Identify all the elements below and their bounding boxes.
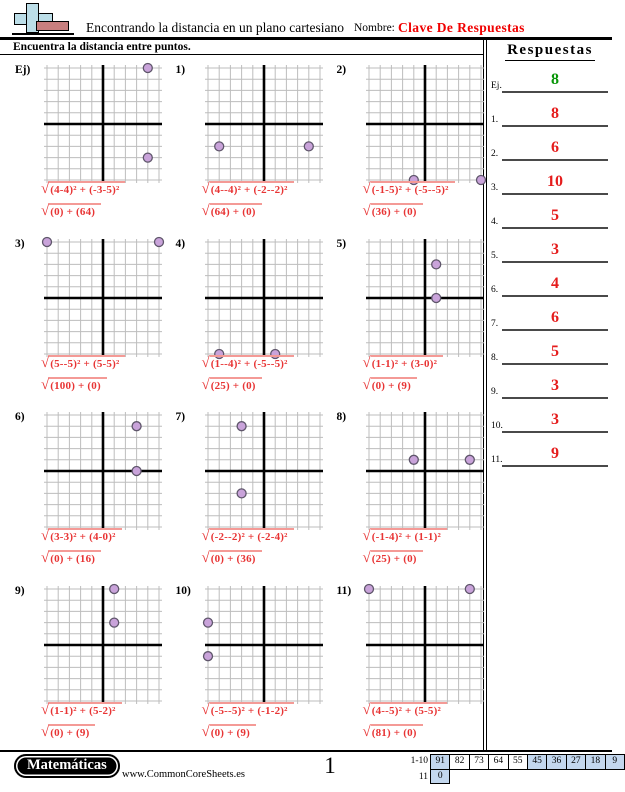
score-cell: 55: [508, 754, 528, 770]
answer-value: 8: [551, 71, 559, 88]
answers-separator: [483, 37, 487, 750]
radical-sign-icon: √: [201, 354, 210, 371]
problem-cell: [0, 237, 161, 411]
answer-value: 8: [551, 105, 559, 122]
answer-row: [488, 101, 612, 131]
graph-container: [205, 65, 323, 183]
answer-number-label: 8.: [491, 353, 499, 363]
distance-formula-step1: √(1--4)² + (-5--5)²: [202, 355, 294, 375]
answers-title: Respuestas: [505, 42, 595, 61]
score-cell: 45: [527, 754, 547, 770]
graph-container: [205, 239, 323, 357]
coordinate-grid: [44, 586, 162, 704]
graph-container: [366, 65, 484, 183]
radical-sign-icon: √: [41, 701, 50, 718]
radical-sign-icon: √: [201, 723, 210, 740]
radical-sign-icon: √: [41, 528, 50, 544]
instruction-divider: [0, 54, 484, 55]
graph-container: [205, 586, 323, 704]
plotted-point: [132, 467, 141, 476]
answer-number-label: 10.: [491, 421, 503, 431]
radical-sign-icon: √: [362, 181, 371, 197]
radical-sign-icon: √: [201, 376, 210, 393]
score-cell: 36: [546, 754, 566, 770]
problem-label: Ej): [15, 64, 31, 76]
answer-blank-line: [502, 397, 608, 399]
coordinate-grid: [44, 65, 162, 183]
answer-value: 5: [551, 343, 559, 360]
distance-formula-step2: √(0) + (36): [202, 550, 262, 570]
problem-cell: [0, 63, 161, 237]
problem-label: 6): [15, 411, 25, 423]
answer-number-label: 1.: [491, 115, 499, 125]
plotted-point: [214, 142, 223, 151]
student-name-value: Clave De Respuestas: [398, 20, 525, 35]
distance-formula-step1: √(-5--5)² + (-1-2)²: [202, 702, 294, 722]
distance-formula-step1: √(4-4)² + (-3-5)²: [41, 181, 125, 201]
answer-value: 10: [547, 173, 563, 190]
problem-cell: [161, 237, 322, 411]
name-label: Nombre:: [354, 22, 395, 34]
problem-label: 2): [336, 64, 347, 76]
brand-badge: Matemáticas: [14, 754, 120, 778]
answer-row: [488, 339, 612, 369]
answer-blank-line: [502, 125, 608, 127]
coordinate-grid: [366, 239, 484, 357]
radical-sign-icon: √: [201, 528, 210, 544]
answer-blank-line: [502, 91, 608, 93]
answer-number-label: 4.: [491, 217, 499, 227]
coordinate-grid: [205, 586, 323, 704]
answer-blank-line: [502, 261, 608, 263]
answer-row: [488, 373, 612, 403]
answer-row: [488, 441, 612, 471]
answer-blank-line: [502, 227, 608, 229]
coordinate-grid: [205, 412, 323, 530]
score-cell: 18: [585, 754, 605, 770]
distance-formula-step2: √(0) + (9): [202, 724, 256, 744]
plotted-point: [203, 618, 212, 627]
radical-sign-icon: √: [41, 181, 50, 197]
radical-sign-icon: √: [41, 550, 50, 566]
coordinate-grid: [205, 65, 323, 183]
radical-sign-icon: √: [41, 354, 50, 371]
plotted-point: [110, 584, 119, 593]
distance-formula-step2: √(0) + (64): [41, 203, 101, 223]
answer-row: [488, 271, 612, 301]
problem-cell: [161, 63, 322, 237]
plotted-point: [43, 237, 52, 246]
radical-sign-icon: √: [362, 203, 371, 219]
plotted-point: [143, 64, 152, 73]
coordinate-grid: [44, 239, 162, 357]
answer-row: [488, 203, 612, 233]
graph-container: [205, 412, 323, 530]
graph-container: [366, 412, 484, 530]
answer-row: [488, 237, 612, 267]
problem-label: 10): [175, 584, 191, 597]
plotted-point: [110, 618, 119, 627]
footer-divider: [0, 750, 612, 752]
answer-value: 3: [551, 241, 559, 258]
plotted-point: [237, 422, 246, 431]
problem-cell: [161, 584, 322, 758]
plotted-point: [364, 584, 373, 593]
problem-label: 11): [336, 584, 352, 597]
radical-sign-icon: √: [362, 376, 371, 393]
radical-sign-icon: √: [201, 181, 210, 197]
score-cell: 0: [430, 769, 450, 785]
instruction-text: Encuentra la distancia entre puntos.: [13, 41, 191, 53]
radical-sign-icon: √: [41, 376, 50, 393]
plotted-point: [237, 489, 246, 498]
score-cell: 9: [605, 754, 625, 770]
answer-value: 3: [551, 377, 559, 394]
coordinate-grid: [205, 239, 323, 357]
graph-container: [366, 239, 484, 357]
problem-cell: [0, 584, 161, 758]
score-cell: 64: [488, 754, 508, 770]
answer-value: 4: [551, 275, 559, 292]
plotted-point: [431, 293, 440, 302]
answer-blank-line: [502, 295, 608, 297]
answer-number-label: 7.: [491, 319, 499, 329]
distance-formula-step1: √(1-1)² + (5-2)²: [41, 702, 122, 722]
header-divider: [0, 37, 612, 40]
distance-formula-step1: √(-2--2)² + (-2-4)²: [202, 528, 294, 548]
problem-label: 8): [336, 411, 347, 423]
radical-sign-icon: √: [201, 550, 210, 566]
logo-brick: [36, 21, 69, 31]
answer-number-label: 3.: [491, 183, 499, 193]
coordinate-grid: [366, 65, 484, 183]
score-range-label: 1-10: [410, 756, 428, 766]
answers-header: [488, 41, 612, 61]
distance-formula-step2: √(36) + (0): [363, 203, 423, 223]
score-cell: 82: [449, 754, 469, 770]
answer-row: [488, 135, 612, 165]
answer-row: [488, 407, 612, 437]
graph-container: [44, 586, 162, 704]
score-cell: 27: [566, 754, 586, 770]
score-cell: 73: [469, 754, 489, 770]
problem-label: 5): [336, 237, 347, 250]
distance-formula-step2: √(81) + (0): [363, 724, 423, 744]
plotted-point: [431, 259, 440, 268]
problem-cell: [322, 237, 483, 411]
problem-cell: [161, 410, 322, 584]
distance-formula-step2: √(0) + (9): [41, 724, 95, 744]
distance-formula-step2: √(25) + (0): [202, 377, 262, 397]
answer-value: 9: [551, 445, 559, 462]
answer-blank-line: [502, 465, 608, 467]
problem-cell: [322, 410, 483, 584]
radical-sign-icon: √: [362, 354, 371, 371]
distance-formula-step1: √(-1-5)² + (-5--5)²: [363, 181, 455, 201]
distance-formula-step1: √(1-1)² + (3-0)²: [363, 355, 444, 375]
radical-sign-icon: √: [41, 723, 50, 740]
distance-formula-step1: √(4--5)² + (5-5)²: [363, 702, 447, 722]
problem-label: 9): [15, 584, 25, 597]
radical-sign-icon: √: [201, 203, 210, 219]
answer-blank-line: [502, 193, 608, 195]
plotted-point: [143, 153, 152, 162]
coordinate-grid: [366, 586, 484, 704]
radical-sign-icon: √: [41, 203, 50, 219]
score-range-label: 11: [418, 771, 428, 782]
answer-blank-line: [502, 363, 608, 365]
distance-formula-step1: √(3-3)² + (4-0)²: [41, 528, 122, 548]
problem-cell: [0, 410, 161, 584]
plotted-point: [132, 422, 141, 431]
answer-value: 3: [551, 411, 559, 428]
plotted-point: [409, 455, 418, 464]
problem-cell: [322, 584, 483, 758]
graph-container: [366, 586, 484, 704]
distance-formula-step2: √(0) + (16): [41, 550, 101, 570]
distance-formula-step1: √(-1-4)² + (1-1)²: [363, 528, 447, 548]
score-row: [404, 770, 625, 785]
problem-label: 4): [175, 237, 186, 250]
graph-container: [44, 239, 162, 357]
graph-container: [44, 412, 162, 530]
distance-formula-step1: √(5--5)² + (5-5)²: [41, 355, 125, 375]
distance-formula-step2: √(100) + (0): [41, 377, 107, 397]
score-row: [404, 754, 625, 770]
answer-blank-line: [502, 159, 608, 161]
score-cell: 91: [430, 754, 450, 770]
worksheet-title: Encontrando la distancia en un plano cartesiano: [86, 20, 344, 35]
answer-row: [488, 169, 612, 199]
logo-baseline: [12, 33, 74, 35]
answer-value: 6: [551, 309, 559, 326]
commoncoresheets-logo-icon: [12, 3, 74, 37]
score-table: [404, 754, 625, 785]
answer-number-label: 6.: [491, 285, 499, 295]
problems-area: [0, 63, 483, 757]
answer-number-label: 9.: [491, 387, 499, 397]
answer-number-label: 5.: [491, 251, 499, 261]
problem-label: 1): [175, 64, 186, 76]
problem-label: 7): [175, 411, 186, 423]
answer-value: 6: [551, 139, 559, 156]
radical-sign-icon: √: [362, 550, 371, 566]
page-number: 1: [324, 753, 336, 778]
radical-sign-icon: √: [362, 723, 371, 740]
graph-container: [44, 65, 162, 183]
distance-formula-step2: √(64) + (0): [202, 203, 262, 223]
problem-cell: [322, 63, 483, 237]
radical-sign-icon: √: [362, 701, 371, 718]
distance-formula-step2: √(0) + (9): [363, 377, 417, 397]
radical-sign-icon: √: [201, 701, 210, 718]
answer-row: [488, 305, 612, 335]
plotted-point: [476, 176, 485, 185]
plotted-point: [304, 142, 313, 151]
answer-blank-line: [502, 329, 608, 331]
problem-label: 3): [15, 237, 25, 250]
distance-formula-step2: √(25) + (0): [363, 550, 423, 570]
plotted-point: [465, 455, 474, 464]
answer-number-label: 11.: [491, 455, 503, 465]
distance-formula-step1: √(4--4)² + (-2--2)²: [202, 181, 294, 201]
answer-value: 5: [551, 207, 559, 224]
answer-number-label: Ej.: [491, 81, 502, 91]
radical-sign-icon: √: [362, 528, 371, 544]
plotted-point: [203, 651, 212, 660]
answer-blank-line: [502, 431, 608, 433]
answer-row: [488, 67, 612, 97]
coordinate-grid: [366, 412, 484, 530]
website-url: www.CommonCoreSheets.es: [122, 769, 245, 780]
plotted-point: [465, 584, 474, 593]
coordinate-grid: [44, 412, 162, 530]
answer-number-label: 2.: [491, 149, 499, 159]
